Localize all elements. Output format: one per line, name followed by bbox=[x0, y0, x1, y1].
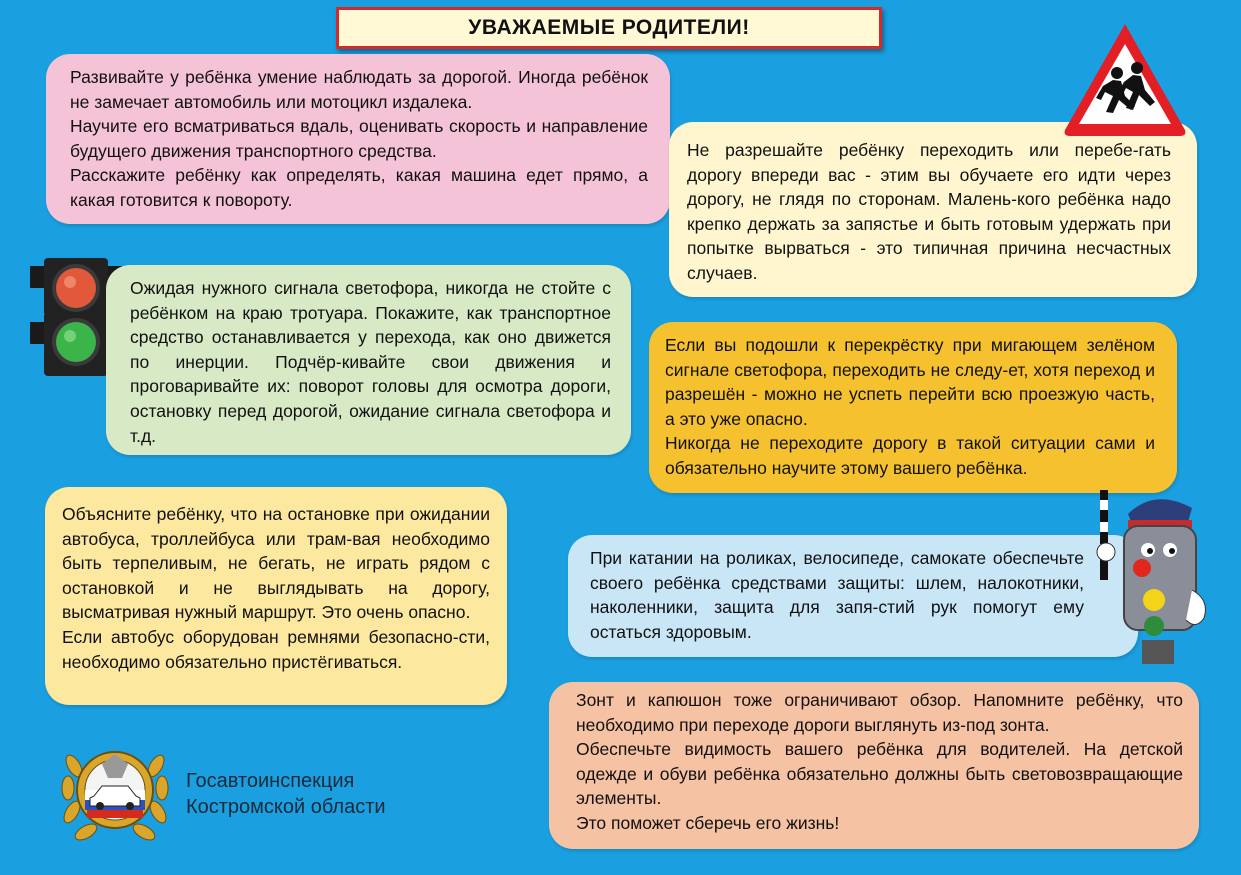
card-blinking-green bbox=[649, 322, 1177, 493]
card-umbrella-p2: Обеспечьте видимость вашего ребёнка для водителей. На детской одежде и обуви ребёнка обязательно должны быть световозвращающие элементы. bbox=[576, 739, 1183, 809]
card-traffic-signal bbox=[106, 265, 631, 455]
traffic-light-officer-mascot bbox=[1088, 480, 1222, 670]
card-rollers-p1: При катании на роликах, велосипеде, самокате обеспечьте своего ребёнка средствами защиты: шлем, налокотники, наколенники, защита для запя-стий рук помогут ему остаться здоровым. bbox=[590, 548, 1084, 642]
card-hand-p1: Не разрешайте ребёнку переходить или перебе-гать дорогу впереди вас - этим вы обучаете его идти через дорогу, не глядя по сторонам. Малень-кого ребёнка надо крепко держать за запястье и быть готовым удержать при попытке вырваться - это типичная причина несчастных случаев. bbox=[687, 140, 1171, 283]
card-signal-p1: Ожидая нужного сигнала светофора, никогда не стойте с ребёнком на краю тротуара. Покажите, как транспортное средство останавливается у перехода, как оно движется по инерции. Подчёр-кивайте свои движения и проговаривайте их: поворот головы для осмотра дороги, остановку перед дорогой, ожидание сигнала светофора и т.д. bbox=[130, 278, 611, 446]
org-line-1: Госавтоинспекция bbox=[186, 770, 355, 792]
card-umbrella-visibility bbox=[549, 682, 1199, 849]
card-umbrella-p3: Это поможет сберечь его жизнь! bbox=[576, 812, 840, 833]
card-bus-p2: Если автобус оборудован ремнями безопасно-сти, необходимо обязательно пристёгиваться. bbox=[62, 626, 490, 672]
page-title: УВАЖАЕМЫЕ РОДИТЕЛИ! bbox=[336, 7, 882, 49]
traffic-police-emblem bbox=[60, 736, 170, 848]
children-crossing-sign-icon bbox=[1059, 18, 1191, 140]
card-observe-p1: Развивайте у ребёнка умение наблюдать за дорогой. Иногда ребёнок не замечает автомобиль или мотоцикл издалека. bbox=[70, 67, 648, 112]
card-blinking-p1: Если вы подошли к перекрёстку при мигающем зелёном сигнале светофора, переходить не следу-ет, хотя переход и разрешён - можно не успеть перейти всю проезжую часть, а это уже опасно. bbox=[665, 335, 1155, 429]
card-observe-road bbox=[46, 54, 670, 224]
card-umbrella-p1: Зонт и капюшон тоже ограничивают обзор. Напомните ребёнку, что необходимо при переходе дороги выглянуть из-под зонта. bbox=[576, 690, 1183, 735]
card-rollers-protection bbox=[568, 535, 1138, 657]
card-hold-hand bbox=[669, 122, 1197, 297]
organization-name bbox=[186, 768, 446, 820]
card-bus-stop bbox=[45, 487, 507, 705]
card-observe-p3: Расскажите ребёнку как определять, какая машина едет прямо, а какая готовится к повороту. bbox=[70, 165, 648, 210]
card-blinking-p2: Никогда не переходите дорогу в такой ситуации сами и обязательно научите этому вашего ребёнка. bbox=[665, 433, 1155, 478]
org-line-2: Костромской области bbox=[186, 796, 386, 818]
card-observe-p2: Научите его всматриваться вдаль, оценивать скорость и направление будущего движения транспортного средства. bbox=[70, 116, 648, 161]
card-bus-p1: Объясните ребёнку, что на остановке при ожидании автобуса, троллейбуса или трам-вая необходимо быть терпеливым, не бегать, не играть рядом с остановкой и не выглядывать на дорогу, высматривая нужный маршрут. Это очень опасно. bbox=[62, 504, 490, 623]
